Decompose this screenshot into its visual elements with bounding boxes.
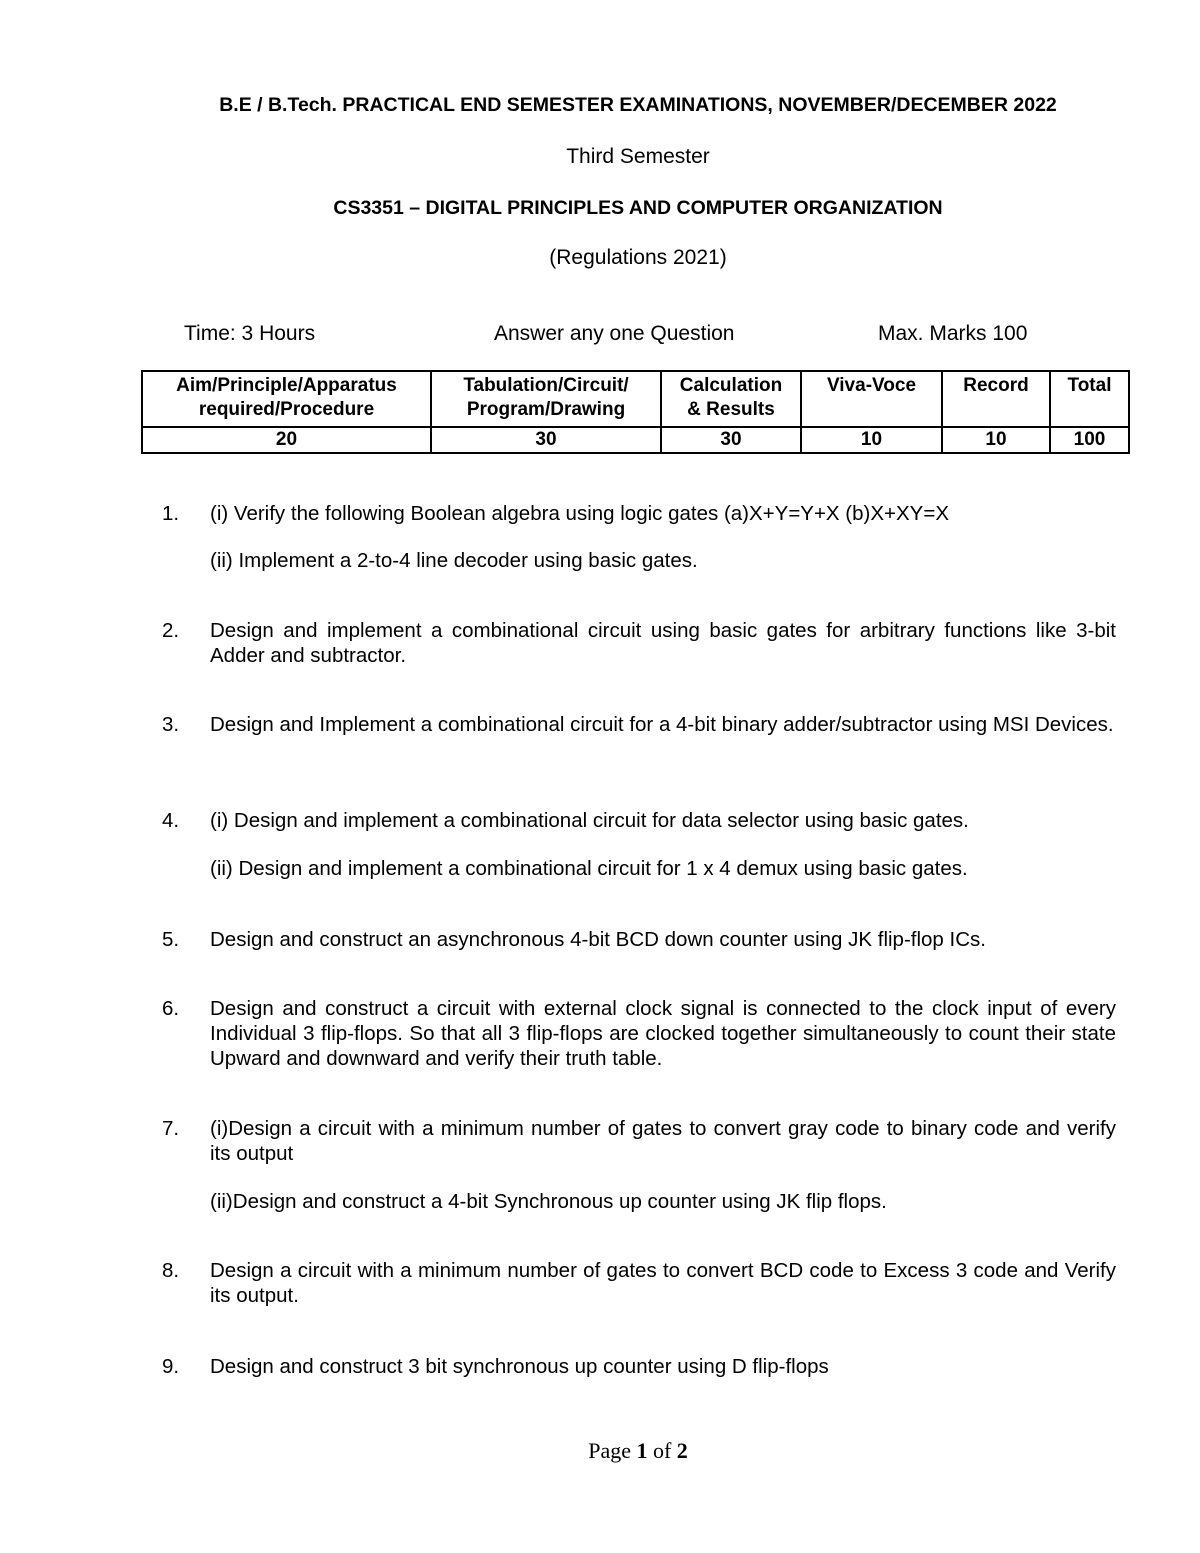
marks-header-cell: Viva-Voce xyxy=(801,371,942,427)
marks-header-cell: Calculation & Results xyxy=(661,371,801,427)
marks-header-cell: Total xyxy=(1050,371,1129,427)
max-marks: Max. Marks 100 xyxy=(878,322,1028,345)
question-text: Design and Implement a combinational circuit for a 4-bit binary adder/subtractor using MSI Devices. xyxy=(210,713,1114,736)
question-number: 5. xyxy=(162,928,180,951)
question-text: Design a circuit with a minimum number of gates to convert BCD code to Excess 3 code and Verify its output. xyxy=(210,1259,1116,1307)
page-of-label: of xyxy=(652,1438,672,1463)
question-number: 6. xyxy=(162,997,180,1020)
semester-label: Third Semester xyxy=(566,145,710,168)
question-number: 3. xyxy=(162,713,180,736)
question-part: (i) Verify the following Boolean algebra using logic gates (a)X+Y=Y+X (b)X+XY=X xyxy=(210,502,949,525)
page-label: Page xyxy=(588,1438,631,1463)
exam-duration: Time: 3 Hours xyxy=(184,322,316,345)
marks-value-cell: 10 xyxy=(801,427,942,453)
exam-title: B.E / B.Tech. PRACTICAL END SEMESTER EXAMINATIONS, NOVEMBER/DECEMBER 2022 xyxy=(219,94,1057,116)
question-part: (ii) Design and implement a combinational circuit for 1 x 4 demux using basic gates. xyxy=(210,857,968,880)
marks-value-cell: 30 xyxy=(661,427,801,453)
question-text: Design and implement a combinational circuit using basic gates for arbitrary functions like 3-bit Adder and subtractor. xyxy=(210,619,1116,667)
question-text: Design and construct a circuit with external clock signal is connected to the clock input of every Individual 3 flip-flops. So that all 3 flip-flops are clocked together simultaneously to count their state Upward and downward and verify their truth table. xyxy=(210,997,1116,1070)
marks-header-cell: Aim/Principle/Apparatus required/Procedure xyxy=(142,371,431,427)
page-total: 2 xyxy=(676,1438,688,1463)
regulation-label: (Regulations 2021) xyxy=(549,246,727,269)
question-number: 1. xyxy=(162,502,180,525)
question-number: 2. xyxy=(162,619,180,642)
marks-value-cell: 30 xyxy=(431,427,661,453)
question-number: 4. xyxy=(162,809,180,832)
marks-table xyxy=(141,370,1130,454)
question-part: (i) Design and implement a combinational circuit for data selector using basic gates. xyxy=(210,809,969,832)
marks-table-values-row xyxy=(142,427,1129,453)
marks-value-cell: 20 xyxy=(142,427,431,453)
question-part: (ii)Design and construct a 4-bit Synchronous up counter using JK flip flops. xyxy=(210,1190,887,1213)
question-part: (i)Design a circuit with a minimum number of gates to convert gray code to binary code and verify its output xyxy=(210,1117,1116,1165)
marks-header-cell: Tabulation/Circuit/ Program/Drawing xyxy=(431,371,661,427)
course-title: CS3351 – DIGITAL PRINCIPLES AND COMPUTER ORGANIZATION xyxy=(333,197,943,219)
question-part: (ii) Implement a 2-to-4 line decoder using basic gates. xyxy=(210,549,698,572)
marks-header-cell: Record xyxy=(942,371,1050,427)
page-footer xyxy=(0,1438,1200,1464)
marks-value-cell: 100 xyxy=(1050,427,1129,453)
question-number: 9. xyxy=(162,1355,180,1378)
page-current: 1 xyxy=(636,1438,648,1463)
question-number: 8. xyxy=(162,1259,180,1282)
marks-table-header-row xyxy=(142,371,1129,427)
question-text: Design and construct 3 bit synchronous up counter using D flip-flops xyxy=(210,1355,829,1378)
question-text: Design and construct an asynchronous 4-bit BCD down counter using JK flip-flop ICs. xyxy=(210,928,986,951)
marks-value-cell: 10 xyxy=(942,427,1050,453)
question-number: 7. xyxy=(162,1117,180,1140)
exam-instruction: Answer any one Question xyxy=(494,322,735,345)
